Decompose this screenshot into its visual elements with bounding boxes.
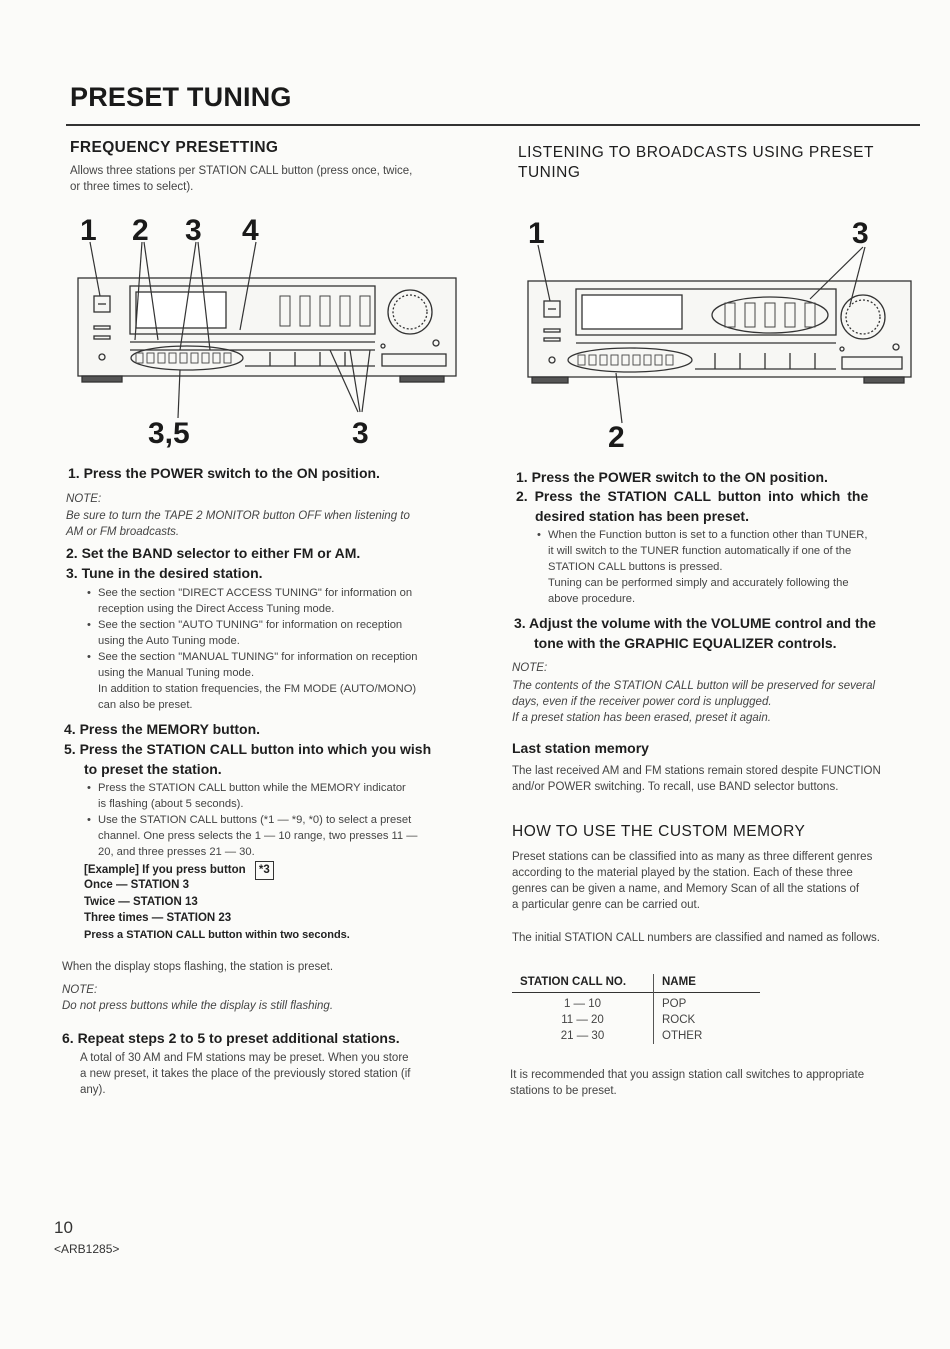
table-header-name: NAME [654, 974, 761, 993]
step3-bullet-manual: • See the section "MANUAL TUNING" for information on reception using the Manual Tuning mode. [84, 649, 484, 681]
callout-r1: 1 [528, 217, 545, 250]
callout-r2: 2 [608, 421, 625, 454]
flash-text: When the display stops flashing, the station is preset. [62, 961, 334, 973]
table-row: 21 — 30 OTHER [512, 1028, 760, 1044]
title-rule [66, 124, 920, 126]
last-station-text: The last received AM and FM stations remain stored despite FUNCTION and/or POWER switching. To recall, use BAND selector buttons. [512, 765, 881, 793]
step3-extra: In addition to station frequencies, the FM MODE (AUTO/MONO) can also be preset. [98, 683, 417, 711]
left-step-3: 3. Tune in the desired station. [66, 565, 263, 581]
step5-bullet-call: • Use the STATION CALL buttons (*1 — *9, *0) to select a preset channel. One press selects the 1 — 10 range, two presses 11 — 20, and three presses 21 — 30. [84, 812, 484, 860]
right-step-2-bullets [534, 527, 924, 607]
left-step-5: 5. Press the STATION CALL button into which you wish to preset the station. [64, 741, 432, 777]
left-step-6-text: A total of 30 AM and FM stations may be preset. When you store a new preset, it takes the place of the previously stored station (if any). [80, 1052, 411, 1096]
receiver-diagram-left [70, 200, 470, 455]
step2-extra: Tuning can be performed simply and accurately following the above procedure. [548, 577, 849, 605]
callout-3b: 3 [352, 417, 369, 450]
listening-heading: LISTENING TO BROADCASTS USING PRESET TUNING [518, 144, 874, 181]
custom-memory-heading: HOW TO USE THE CUSTOM MEMORY [512, 823, 806, 840]
callout-2: 2 [132, 214, 149, 247]
example-results: Once — STATION 3 Twice — STATION 13 Three times — STATION 23 Press a STATION CALL button within two seconds. [84, 879, 350, 941]
left-step-3-bullets [84, 585, 484, 713]
left-step-2: 2. Set the BAND selector to either FM or AM. [66, 545, 361, 561]
table-header-call: STATION CALL NO. [520, 976, 627, 988]
receiver-front-panel-right [528, 281, 911, 383]
right-step-2: 2. Press the STATION CALL button into which the desired station has been preset. [516, 488, 869, 524]
callout-3: 3 [185, 214, 202, 247]
left-step-1: 1. Press the POWER switch to the ON position. [68, 465, 380, 481]
initial-text: The initial STATION CALL numbers are classified and named as follows. [512, 932, 880, 944]
callout-1: 1 [80, 214, 97, 247]
right-note-label: NOTE: [512, 662, 548, 674]
right-note: The contents of the STATION CALL button will be preserved for several days, even if the receiver power cord is unplugged. If a preset station has been erased, preset it again. [512, 680, 876, 724]
callout-r3: 3 [852, 217, 869, 250]
left-note-1: Be sure to turn the TAPE 2 MONITOR button OFF when listening to AM or FM broadcasts. [66, 510, 410, 538]
right-step-1: 1. Press the POWER switch to the ON position. [516, 469, 828, 485]
frequency-presetting-heading: FREQUENCY PRESETTING [70, 139, 279, 156]
page-number: 10 [54, 1218, 73, 1237]
last-station-heading: Last station memory [512, 740, 649, 756]
step2-bullet-function: • When the Function button is set to a function other than TUNER, it will switch to the TUNER function automatically if one of the STATION CALL buttons is pressed. [534, 527, 924, 575]
step5-bullet-memory: • Press the STATION CALL button while the MEMORY indicator is flashing (about 5 seconds). [84, 780, 484, 812]
receiver-front-panel [78, 278, 456, 382]
callout-3-5: 3,5 [148, 417, 190, 450]
step3-bullet-auto: • See the section "AUTO TUNING" for information on reception using the Auto Tuning mode. [84, 617, 484, 649]
document-code: <ARB1285> [54, 1242, 120, 1256]
left-note-1-label: NOTE: [66, 493, 102, 505]
left-note-2: Do not press buttons while the display is still flashing. [62, 1000, 334, 1012]
example-line: [Example] If you press button *3 [84, 861, 274, 880]
recommend-text: It is recommended that you assign station call switches to appropriate stations to be preset. [510, 1069, 865, 1097]
page-title: PRESET TUNING [70, 82, 292, 112]
left-note-2-label: NOTE: [62, 984, 98, 996]
left-step-5-bullets [84, 780, 484, 860]
right-step-3: 3. Adjust the volume with the VOLUME control and the tone with the GRAPHIC EQUALIZER controls. [514, 615, 876, 651]
table-row: 11 — 20 ROCK [512, 1012, 760, 1028]
callout-4: 4 [242, 214, 259, 247]
left-step-4: 4. Press the MEMORY button. [64, 721, 261, 737]
station-call-table [512, 974, 760, 1044]
frequency-presetting-intro: Allows three stations per STATION CALL button (press once, twice, or three times to select). [70, 165, 413, 193]
example-button-box: *3 [255, 861, 274, 880]
custom-memory-text: Preset stations can be classified into as many as three different genres according to the material played by the station. Each of these three genres can be given a name, and Memory Scan of all the stations of a particular genre can be carried out. [512, 851, 873, 911]
receiver-diagram-right [520, 205, 920, 455]
table-row: 1 — 10 POP [512, 993, 760, 1013]
step3-bullet-direct: • See the section "DIRECT ACCESS TUNING" for information on reception using the Direct Access Tuning mode. [84, 585, 484, 617]
left-step-6: 6. Repeat steps 2 to 5 to preset additional stations. [62, 1030, 400, 1046]
